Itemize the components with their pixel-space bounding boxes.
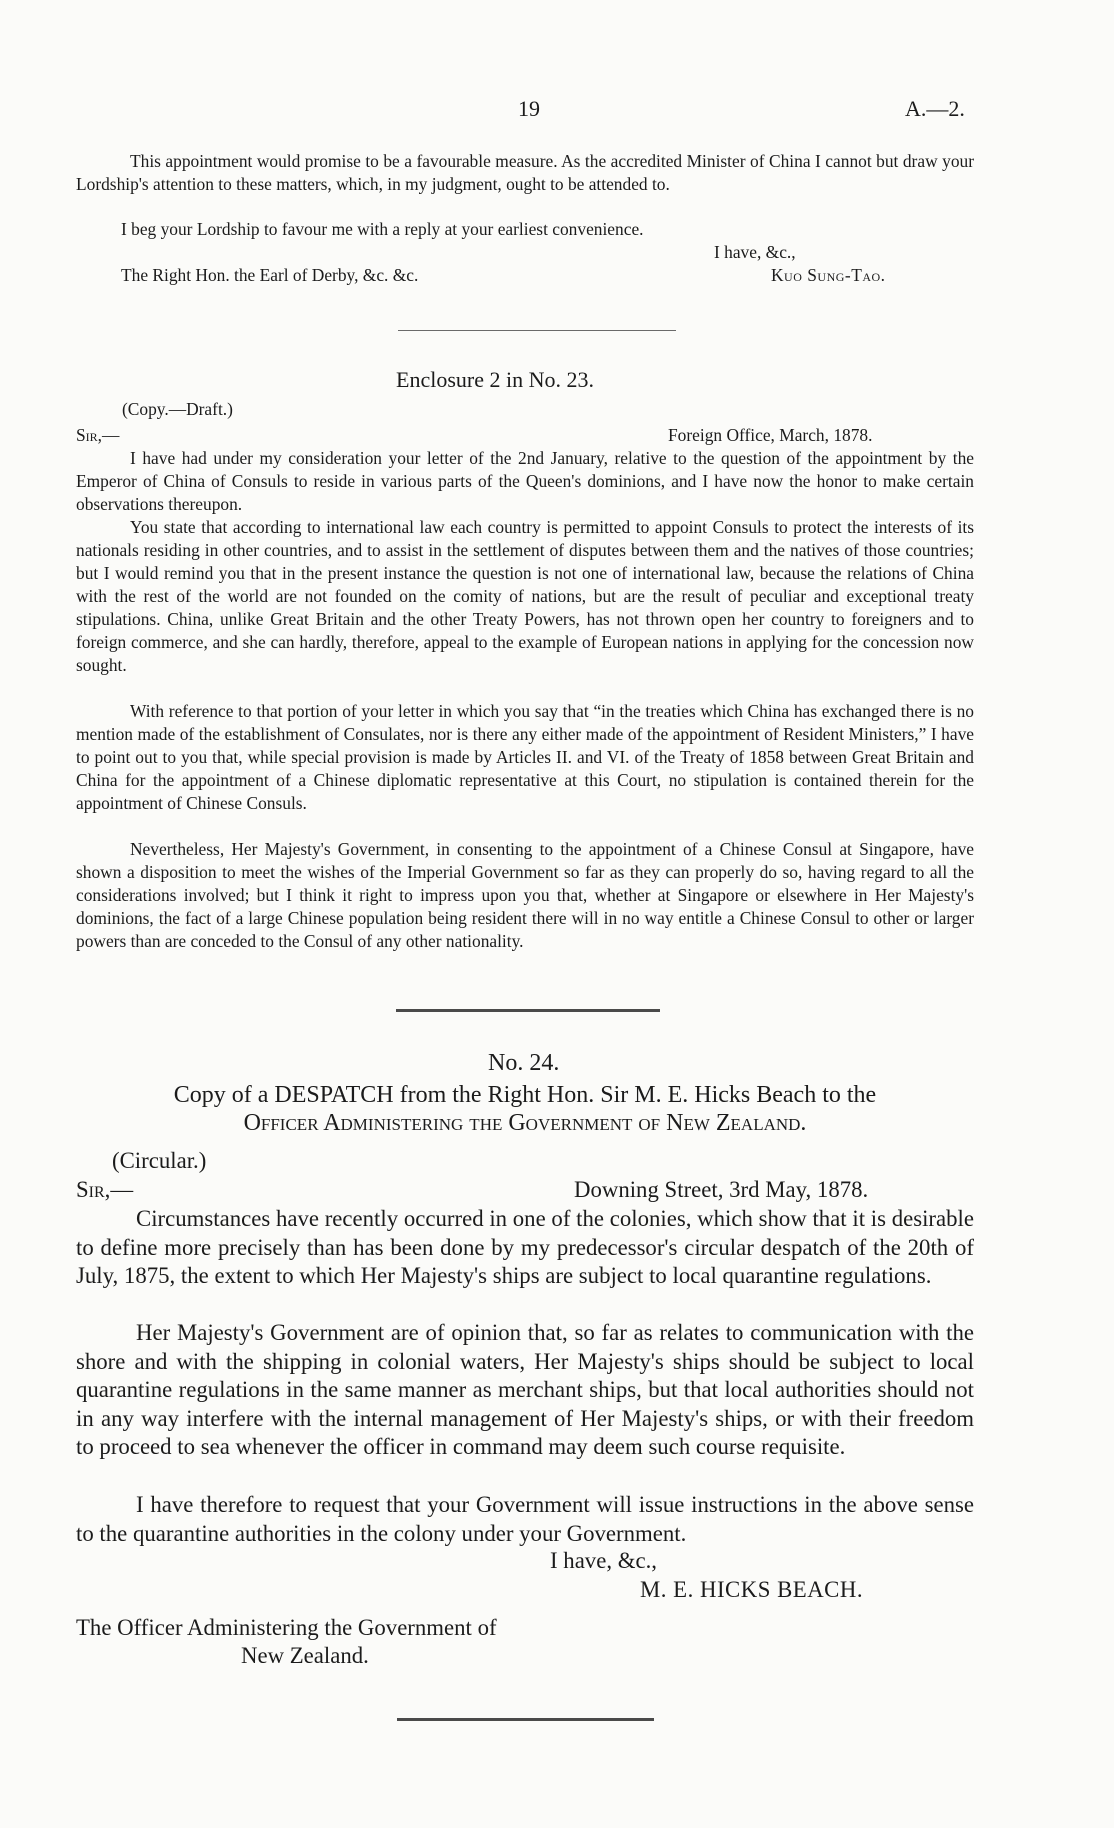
enclosure-place-date: Foreign Office, March, 1878.: [668, 425, 873, 445]
despatch-number: No. 24.: [488, 1050, 560, 1076]
enclosure-paragraph: Nevertheless, Her Majesty's Government, in consenting to the appointment of a Chinese Consul at Singapore, have shown a disposition to meet the wishes of the Imperial Government so far as they can properly do so, having regard to all the considerations involved; but I think it right to impress upon you that, whether at Singapore or elsewhere in Her Majesty's dominions, the fact of a large Chinese population being resident there will in no way entitle a Chinese Consul to other or larger powers than are conceded to the Consul of any other nationality.: [76, 839, 974, 951]
letter-paragraph: I beg your Lordship to favour me with a reply at your earliest convenience.: [121, 219, 644, 239]
enclosure-paragraph: I have had under my consideration your letter of the 2nd January, relative to the question of the appointment by the Emperor of China of Consuls to reside in various parts of the Queen's dominions, and I have now the honor to make certain observations thereupon.: [76, 448, 974, 514]
section-divider: [397, 1718, 654, 1721]
despatch-title: Officer Administering the Government of New Zealand.: [243, 1110, 807, 1136]
enclosure-note: (Copy.—Draft.): [122, 399, 233, 419]
despatch-paragraph: I have therefore to request that your Government will issue instructions in the above sense to the quarantine authorities in the colony under your Government.: [76, 1492, 974, 1546]
despatch-closing: I have, &c.,: [550, 1548, 657, 1573]
despatch-signature: M. E. HICKS BEACH.: [640, 1577, 864, 1602]
despatch-place-date: Downing Street, 3rd May, 1878.: [574, 1177, 869, 1202]
despatch-note: (Circular.): [112, 1148, 207, 1173]
section-divider: [396, 1009, 660, 1012]
despatch-paragraph: Her Majesty's Government are of opinion that, so far as relates to communication with the shore and with the shipping in colonial waters, Her Majesty's ships should be subject to local quarantine regulations in the same manner as merchant ships, but that local authorities should not in any way interfere with the internal management of Her Majesty's ships, or with their freedom to proceed to sea whenever the officer in command may deem such course requisite.: [76, 1320, 974, 1459]
letter-addressee: The Right Hon. the Earl of Derby, &c. &c.: [121, 265, 419, 285]
document-reference: A.—2.: [905, 96, 965, 121]
despatch-title: Copy of a DESPATCH from the Right Hon. Sir M. E. Hicks Beach to the: [173, 1082, 877, 1108]
despatch-paragraph: Circumstances have recently occurred in one of the colonies, which show that it is desirable to define more precisely than has been done by my predecessor's circular despatch of the 20th of July, 1875, the extent to which Her Majesty's ships are subject to local quarantine regulations.: [76, 1206, 974, 1288]
page-number: 19: [518, 96, 540, 121]
enclosure-salutation: Sir,—: [76, 425, 120, 445]
enclosure-paragraph: With reference to that portion of your letter in which you say that “in the treaties which China has exchanged there is no mention made of the establishment of Consulates, nor is there any either made of the appointment of Resident Ministers,” I have to point out to you that, while special provision is made by Articles II. and VI. of the Treaty of 1858 between Great Britain and China for the appointment of a Chinese diplomatic representative at this Court, no stipulation is contained therein for the appointment of Chinese Consuls.: [76, 701, 974, 813]
enclosure-paragraph: You state that according to international law each country is permitted to appoint Consuls to protect the interests of its nationals residing in other countries, and to assist in the settlement of disputes between them and the natives of those countries; but I would remind you that in the present instance the question is not one of international law, because the relations of China with the rest of the world are not founded on the comity of nations, but are the result of peculiar and exceptional treaty stipulations. China, unlike Great Britain and the other Treaty Powers, has not thrown open her country to foreigners and to foreign commerce, and she can hardly, therefore, appeal to the example of European nations in applying for the concession now sought.: [76, 517, 974, 675]
letter-paragraph: This appointment would promise to be a favourable measure. As the accredited Minister of China I cannot but draw your Lordship's attention to these matters, which, in my judgment, ought to be attended to.: [76, 151, 974, 194]
letter-closing: I have, &c.,: [714, 242, 796, 262]
despatch-addressee: The Officer Administering the Government of: [76, 1615, 497, 1640]
enclosure-title: Enclosure 2 in No. 23.: [396, 367, 594, 392]
letter-signature: Kuo Sung-Tao.: [771, 265, 886, 285]
section-divider: [398, 330, 676, 331]
despatch-salutation: Sir,—: [76, 1177, 134, 1202]
despatch-addressee: New Zealand.: [241, 1643, 369, 1668]
